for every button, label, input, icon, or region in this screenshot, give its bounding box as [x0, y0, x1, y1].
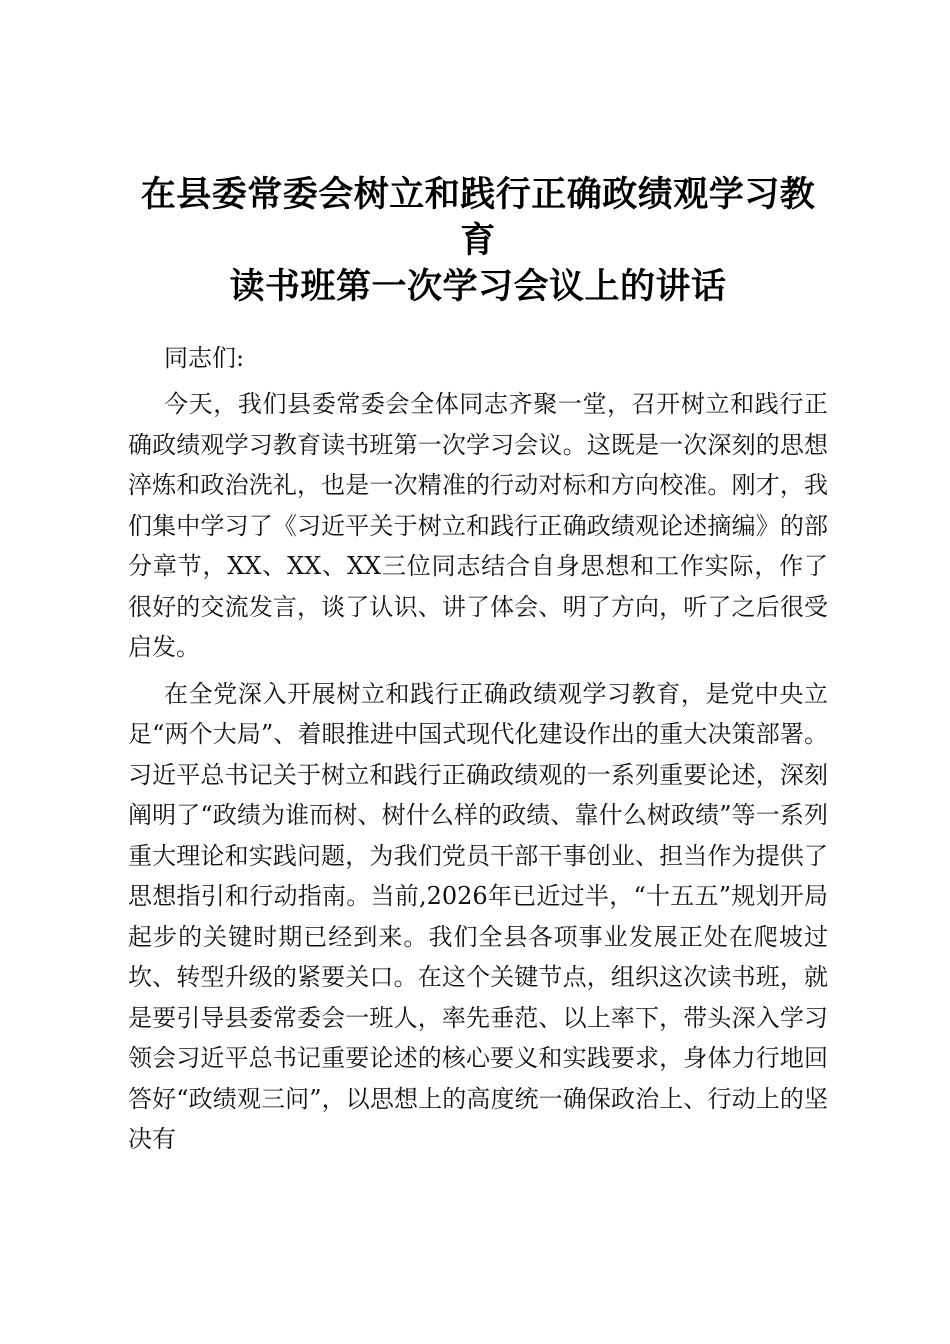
title-line-1: 在县委常委会树立和践行正确政绩观学习教育 [140, 174, 816, 261]
paragraph-2: 在全党深入开展树立和践行正确政绩观学习教育，是党中央立足“两个大局”、着眼推进中国式现代化建设作出的重大决策部署。习近平总书记关于树立和践行正确政绩观的一系列重要论述，深刻阐明了“政绩为谁而树、树什么样的政绩、靠什么树政绩”等一系列重大理论和实践问题，为我们党员干部干事创业、担当作为提供了思想指引和行动指南。当前,2026年已近过半，“十五五”规划开局起步的关键时期已经到来。我们全县各项事业发展正处在爬坡过坎、转型升级的紧要关口。在这个关键节点，组织这次读书班，就是要引导县委常委会一班人，率先垂范、以上率下，带头深入学习领会习近平总书记重要论述的核心要义和实践要求，身体力行地回答好“政绩观三问”，以思想上的高度统一确保政治上、行动上的坚决有 [128, 679, 828, 1153]
document-body [128, 172, 828, 1160]
document-title [128, 172, 828, 310]
paragraph-1: 今天，我们县委常委会全体同志齐聚一堂，召开树立和践行正确政绩观学习教育读书班第一次学习会议。这既是一次深刻的思想淬炼和政治洗礼，也是一次精准的行动对标和方向校准。刚才，我们集中学习了《习近平关于树立和践行正确政绩观论述摘编》的部分章节，XX、XX、XX三位同志结合自身思想和工作实际，作了很好的交流发言，谈了认识、讲了体会、明了方向，听了之后很受启发。 [128, 390, 828, 661]
salutation: 同志们: [164, 344, 245, 372]
title-line-2: 读书班第一次学习会议上的讲话 [229, 266, 727, 307]
